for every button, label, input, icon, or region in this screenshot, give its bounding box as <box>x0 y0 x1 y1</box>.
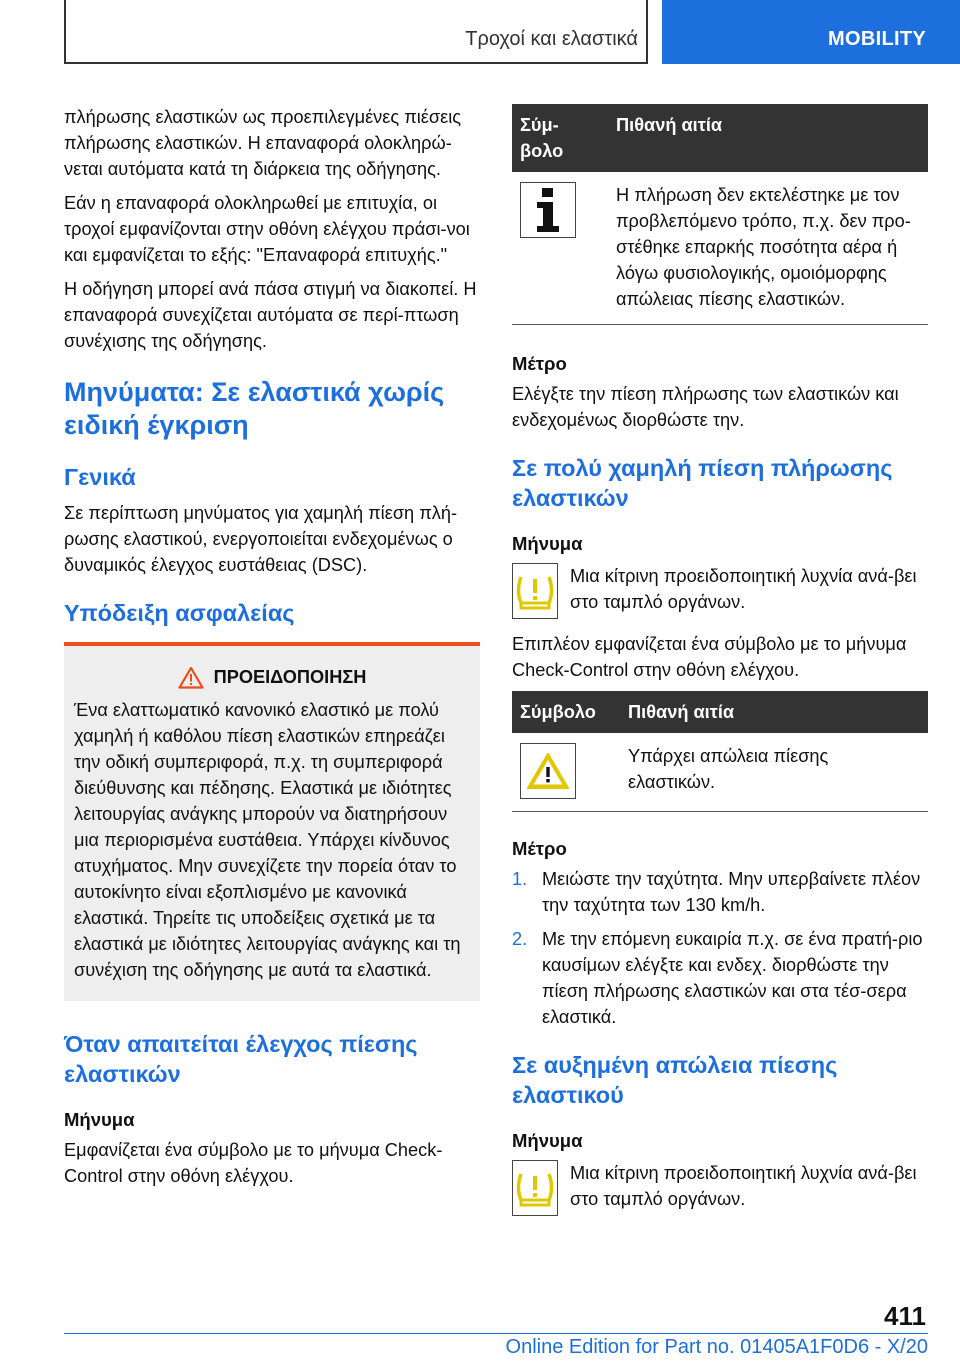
table-row <box>512 733 928 812</box>
paragraph: Σε περίπτωση μηνύματος για χαμηλή πίεση πλή-ρωσης ελαστικού, ενεργοποιείται ενδεχομένως ο δυναμικός έλεγχος ευστάθειας (DSC). <box>64 503 458 575</box>
message-heading: Μήνυμα <box>512 533 583 554</box>
step-number: 1. <box>512 869 528 889</box>
list-item <box>512 866 928 918</box>
warning-box <box>64 642 480 1001</box>
symbol-table <box>512 104 928 325</box>
section-heading: Σε αυξημένη απώλεια πίεσης ελαστικού <box>512 1052 838 1108</box>
tire-pressure-warning-icon <box>512 1160 558 1216</box>
message-row <box>512 563 928 619</box>
subsection-heading: Υπόδειξη ασφαλείας <box>64 600 295 626</box>
section-heading: Σε πολύ χαμηλή πίεση πλήρωσης ελαστικών <box>512 455 893 511</box>
paragraph: πλήρωσης ελαστικών ως προεπιλεγμένες πιέσεις πλήρωσης ελαστικών. Η επαναφορά ολοκληρώ-νεται αυτόματα κατά τη διάρκεια της οδήγησης. <box>64 107 462 179</box>
table-row <box>512 172 928 325</box>
right-column <box>512 104 928 1228</box>
list-item <box>512 926 928 1030</box>
table-cell-cause: Η πλήρωση δεν εκτελέστηκε με τον προβλεπόμενο τρόπο, π.χ. δεν προ-στέθηκε επαρκής ποσότητα αέρα ή λόγω φυσιολογικής, ομοιόμορφης απώλειας πίεσης ελαστικών. <box>608 172 928 325</box>
warning-triangle-symbol-icon <box>520 743 576 799</box>
warning-title: ΠΡΟΕΙΔΟΠΟΙΗΣΗ <box>213 667 367 687</box>
page-number: 411 <box>884 1301 926 1331</box>
left-column <box>64 104 480 1197</box>
table-header-cause: Πιθανή αιτία <box>620 691 928 733</box>
section-tab-label: MOBILITY <box>828 28 926 50</box>
symbol-table <box>512 691 928 812</box>
section-heading: Όταν απαιτείται έλεγχος πίεσης ελαστικών <box>64 1031 418 1087</box>
step-text: Μειώστε την ταχύτητα. Μην υπερβαίνετε πλέον την ταχύτητα των 130 km/h. <box>542 869 921 915</box>
message-row <box>512 1160 928 1216</box>
message-heading: Μήνυμα <box>64 1109 135 1130</box>
table-cell-cause: Υπάρχει απώλεια πίεσης ελαστικών. <box>620 733 928 812</box>
warning-header <box>74 666 470 689</box>
measure-heading: Μέτρο <box>512 838 567 859</box>
tire-pressure-warning-icon <box>512 563 558 619</box>
paragraph: Εάν η επαναφορά ολοκληρωθεί με επιτυχία, οι τροχοί εμφανίζονται στην οθόνη ελέγχου πράσι-νοι και εμφανίζεται το εξής: "Επαναφορά επιτυχής." <box>64 193 470 265</box>
subsection-heading: Γενικά <box>64 464 136 490</box>
warning-triangle-icon <box>178 666 204 689</box>
table-header-symbol: Σύμ-βολο <box>512 104 608 172</box>
table-header-symbol: Σύμβολο <box>512 691 620 733</box>
message-text: Μια κίτρινη προειδοποιητική λυχνία ανά-βει στο ταμπλό οργάνων. <box>570 1163 917 1209</box>
message-heading: Μήνυμα <box>512 1130 583 1151</box>
measure-heading: Μέτρο <box>512 353 567 374</box>
table-header-cause: Πιθανή αιτία <box>608 104 928 172</box>
step-text: Με την επόμενη ευκαιρία π.χ. σε ένα πρατή-ριο καυσίμων ελέγξτε και ενδεχ. διορθώστε την πίεση πλήρωσης ελαστικών και στα τέσ-σερα ελαστικά. <box>542 929 923 1027</box>
paragraph: Επιπλέον εμφανίζεται ένα σύμβολο με το μήνυμα Check-Control στην οθόνη ελέγχου. <box>512 634 907 680</box>
section-tab[interactable] <box>662 0 960 64</box>
message-text: Μια κίτρινη προειδοποιητική λυχνία ανά-βει στο ταμπλό οργάνων. <box>570 566 917 612</box>
step-number: 2. <box>512 929 528 949</box>
footer-divider <box>64 1333 928 1334</box>
section-heading: Μηνύματα: Σε ελαστικά χωρίς ειδική έγκριση <box>64 377 445 440</box>
paragraph: Ελέγξτε την πίεση πλήρωσης των ελαστικών και ενδεχομένως διορθώστε την. <box>512 384 899 430</box>
info-symbol-icon <box>520 182 576 238</box>
paragraph: Εμφανίζεται ένα σύμβολο με το μήνυμα Check-Control στην οθόνη ελέγχου. <box>64 1140 443 1186</box>
edition-footer[interactable]: Online Edition for Part no. 01405A1F0D6 - X/20 <box>505 1336 928 1358</box>
steps-list <box>512 866 928 1030</box>
header-title: Τροχοί και ελαστικά <box>465 28 638 50</box>
paragraph: Η οδήγηση μπορεί ανά πάσα στιγμή να διακοπεί. Η επαναφορά συνεχίζεται αυτόματα σε περί-πτωση συνέχισης της οδήγησης. <box>64 279 477 351</box>
warning-text: Ένα ελαττωματικό κανονικό ελαστικό με πολύ χαμηλή ή καθόλου πίεση ελαστικών επηρεάζει την οδική συμπεριφορά, π.χ. τη συμπεριφορά διεύθυνσης και πέδησης. Ελαστικά με ιδιότητες λειτουργίας ανάγκης μπορούν να διατηρήσουν μια περιορισμένα ευστάθεια. Υπάρχει κίνδυνος ατυχήματος. Μην συνεχίζετε την πορεία όταν το αυτοκίνητο είναι εξοπλισμένο με κανονικά ελαστικά. Τηρείτε τις υποδείξεις σχετικά με τα ελαστικά με ιδιότητες λειτουργίας ανάγκης και τη συνέχιση της οδήγησης με αυτά τα ελαστικά. <box>74 700 461 980</box>
